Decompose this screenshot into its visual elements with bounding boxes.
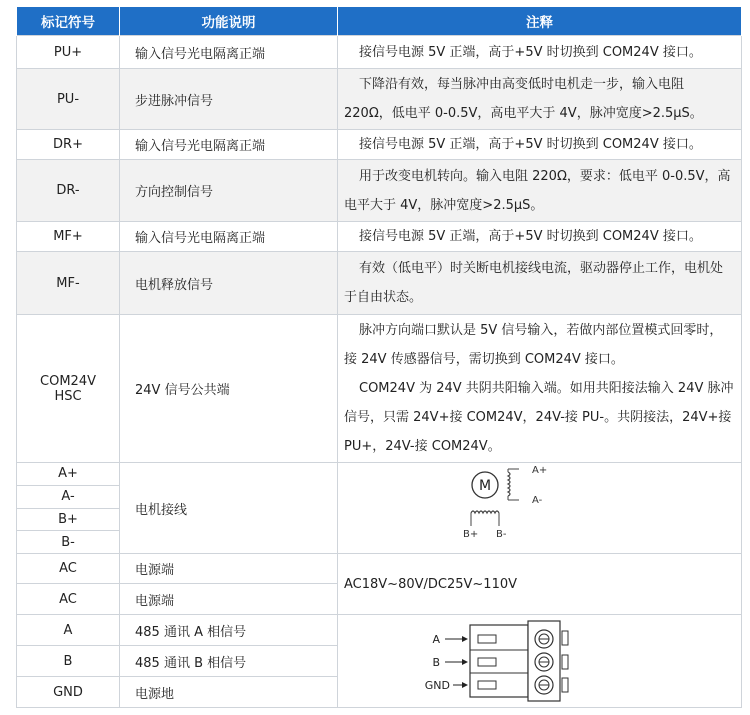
function-cell: 电源端: [120, 584, 338, 615]
signal-line: HSC: [54, 388, 82, 404]
function-cell: 电机接线: [120, 463, 338, 554]
signal-cell: B: [17, 646, 120, 677]
note-cell: 接信号电源 5V 正端，高于+5V 时切换到 COM24V 接口。: [338, 130, 742, 160]
signal-cell: AC: [17, 554, 120, 584]
function-cell: 输入信号光电隔离正端: [120, 36, 338, 69]
label-pin-a: A: [432, 633, 440, 646]
header-function: 功能说明: [120, 7, 338, 36]
function-cell: 电源端: [120, 554, 338, 584]
signal-cell: B-: [17, 531, 120, 554]
signal-cell: A: [17, 615, 120, 646]
note-cell: 用于改变电机转向。输入电阻 220Ω，要求：低电平 0-0.5V，高电平大于 4V，脉冲宽度>2.5μS。: [338, 160, 742, 222]
function-cell: 步进脉冲信号: [120, 69, 338, 130]
pin-definition-table: [16, 7, 742, 708]
arrow-b-head: [462, 659, 468, 665]
table-row: [17, 160, 742, 222]
function-cell: 输入信号光电隔离正端: [120, 130, 338, 160]
table-row: [17, 222, 742, 252]
table-row: [17, 315, 742, 463]
function-cell: 485 通讯 A 相信号: [120, 615, 338, 646]
function-cell: 电机释放信号: [120, 252, 338, 315]
signal-cell: B+: [17, 508, 120, 531]
note-cell: 下降沿有效，每当脉冲由高变低时电机走一步，输入电阻 220Ω，低电平 0-0.5V，高电平大于 4V，脉冲宽度>2.5μS。: [338, 69, 742, 130]
table-row: [17, 554, 742, 584]
table-row: [17, 36, 742, 69]
function-cell: 24V 信号公共端: [120, 315, 338, 463]
signal-cell: A-: [17, 485, 120, 508]
signal-cell: PU-: [17, 69, 120, 130]
signal-cell: GND: [17, 677, 120, 708]
table-header-row: [17, 7, 742, 36]
signal-cell: [17, 315, 120, 463]
connector-body: [470, 625, 528, 697]
signal-cell: AC: [17, 584, 120, 615]
motor-label: M: [478, 478, 492, 494]
arrow-a-head: [462, 636, 468, 642]
header-signal: 标记符号: [17, 7, 120, 36]
label-pin-b: B: [432, 656, 440, 669]
table-row: [17, 130, 742, 160]
table-row: [17, 69, 742, 130]
signal-cell: DR-: [17, 160, 120, 222]
label-a-plus: A+: [532, 465, 548, 476]
note-cell: [338, 315, 742, 463]
coil-a-icon: [508, 472, 510, 496]
label-a-minus: A-: [532, 495, 543, 506]
signal-cell: A+: [17, 463, 120, 486]
arrow-gnd-head: [462, 682, 468, 688]
coil-b-icon: [471, 511, 499, 513]
terminal-tab: [562, 631, 568, 645]
label-pin-gnd: GND: [424, 679, 450, 692]
note-cell: 接信号电源 5V 正端，高于+5V 时切换到 COM24V 接口。: [338, 222, 742, 252]
connector-svg: [338, 615, 742, 703]
connector-diagram: [338, 615, 742, 708]
signal-cell: MF-: [17, 252, 120, 315]
label-b-minus: B-: [496, 529, 507, 540]
function-cell: 485 通讯 B 相信号: [120, 646, 338, 677]
note-paragraph: 脉冲方向端口默认是 5V 信号输入，若做内部位置模式回零时，接 24V 传感器信号，需切换到 COM24V 接口。: [344, 323, 723, 367]
function-cell: 输入信号光电隔离正端: [120, 222, 338, 252]
note-cell: 接信号电源 5V 正端，高于+5V 时切换到 COM24V 接口。: [338, 36, 742, 69]
signal-cell: MF+: [17, 222, 120, 252]
motor-wiring-diagram: [338, 463, 742, 554]
signal-cell: DR+: [17, 130, 120, 160]
function-cell: 方向控制信号: [120, 160, 338, 222]
note-cell: 有效（低电平）时关断电机接线电流，驱动器停止工作，电机处于自由状态。: [338, 252, 742, 315]
screw-block: [528, 621, 560, 701]
function-cell: 电源地: [120, 677, 338, 708]
note-cell: AC18V~80V/DC25V~110V: [338, 554, 742, 615]
table-row: [17, 463, 742, 486]
signal-line: COM24V: [40, 373, 96, 389]
table-row: [17, 252, 742, 315]
motor-diagram-svg: [338, 463, 742, 549]
header-note: 注释: [338, 7, 742, 36]
label-b-plus: B+: [463, 529, 479, 540]
table-row: [17, 615, 742, 646]
note-paragraph: COM24V 为 24V 共阴共阳输入端。如用共阳接法输入 24V 脉冲信号，只需 24V+接 COM24V，24V-接 PU-。共阴接法，24V+接 PU+，24V-接 COM24V。: [344, 381, 734, 454]
signal-cell: PU+: [17, 36, 120, 69]
